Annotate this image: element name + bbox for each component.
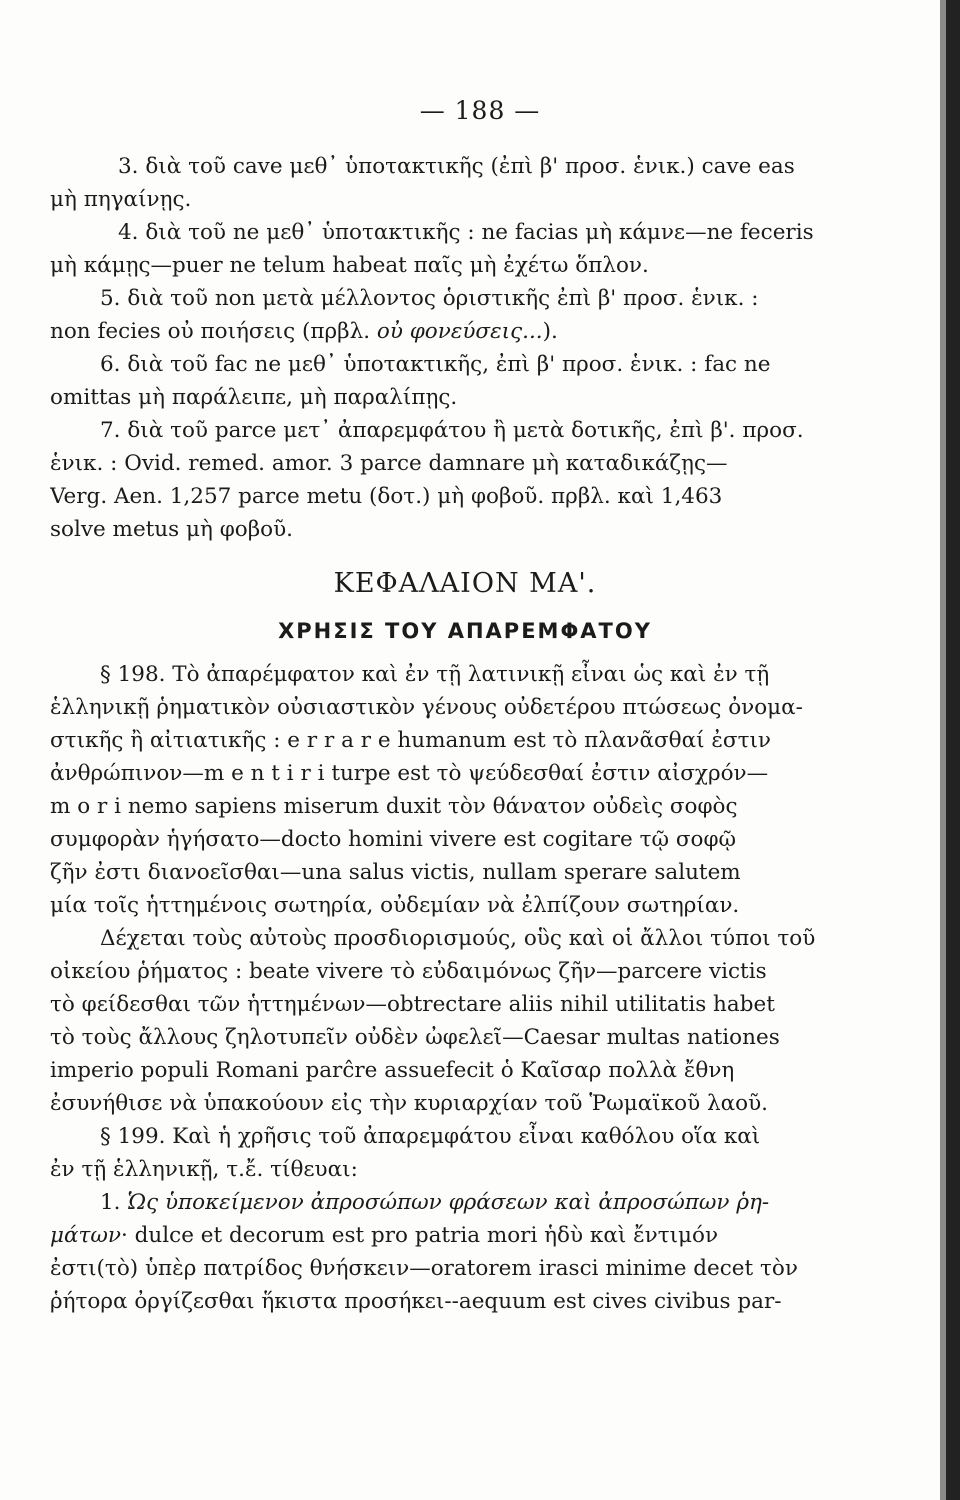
text-line bbox=[50, 1219, 880, 1252]
text-line: τὸ τοὺς ἄλλους ζηλοτυπεῖν οὐδὲν ὠφελεῖ—Caesar multas nationes bbox=[50, 1025, 780, 1050]
italic-phrase: οὐ φονεύσεις... bbox=[376, 319, 543, 344]
text-line bbox=[50, 1186, 880, 1219]
text-line: 5. διὰ τοῦ non μετὰ μέλλοντος ὁριστικῆς ἐπὶ β' προσ. ἑνικ. : bbox=[100, 286, 759, 311]
text-line bbox=[50, 315, 880, 348]
chapter-title: ΚΕΦΑΛΑΙΟΝ ΜΑ'. bbox=[333, 568, 597, 599]
text-line: imperio populi Romani parĉre assuefecit ὁ Καῖσαρ πολλὰ ἔθνη bbox=[50, 1058, 735, 1083]
text-run: · dulce et decorum est pro patria mori ἡδὺ καὶ ἔντιμόν bbox=[121, 1223, 719, 1248]
text-line: Verg. Aen. 1,257 parce metu (δοτ.) μὴ φοβοῦ. πρβλ. καὶ 1,463 bbox=[50, 484, 723, 509]
text-run: non fecies οὐ ποιήσεις (πρβλ. bbox=[50, 319, 377, 344]
text-line: μὴ πηγαίνῃς. bbox=[50, 187, 192, 212]
text-line: 7. διὰ τοῦ parce μετ᾽ ἀπαρεμφάτου ἢ μετὰ δοτικῆς, ἐπὶ β'. προσ. bbox=[100, 418, 804, 443]
text-line: § 198. Τὸ ἀπαρέμφατον καὶ ἐν τῇ λατινικῇ εἶναι ὡς καὶ ἐν τῇ bbox=[100, 662, 770, 687]
text-line: τὸ φείδεσθαι τῶν ἡττημένων—obtrectare aliis nihil utilitatis habet bbox=[50, 992, 775, 1017]
text-line: ἐστι(τὸ) ὑπὲρ πατρίδος θνήσκειν—oratorem irasci minime decet τὸν bbox=[50, 1256, 798, 1281]
text-line: μὴ κάμῃς—puer ne telum habeat παῖς μὴ ἐχέτω ὅπλον. bbox=[50, 253, 649, 278]
text-line: ῥήτορα ὀργίζεσθαι ἥκιστα προσήκει--aequum est cives civibus par- bbox=[50, 1289, 782, 1314]
text-line: ἐσυνήθισε νὰ ὑπακούουν εἰς τὴν κυριαρχίαν τοῦ Ῥωμαϊκοῦ λαοῦ. bbox=[50, 1091, 768, 1116]
italic-phrase: μάτων bbox=[50, 1223, 121, 1248]
text-line: ἀνθρώπινον—m e n t i r i turpe est τὸ ψεύδεσθαί ἐστιν αἰσχρόν— bbox=[50, 761, 769, 786]
scan-edge bbox=[946, 0, 960, 1500]
text-line: ἐν τῇ ἑλληνικῇ, τ.ἔ. τίθευαι: bbox=[50, 1157, 358, 1182]
text-run: ). bbox=[542, 319, 558, 344]
text-line: οἰκείου ῥήματος : beate vivere τὸ εὐδαιμόνως ζῆν—parcere victis bbox=[50, 959, 767, 984]
text-line: 6. διὰ τοῦ fac ne μεθ᾽ ὑποτακτικῆς, ἐπὶ β' προσ. ἑνικ. : fac ne bbox=[100, 352, 771, 377]
page-number: — 188 — bbox=[419, 96, 541, 125]
text-line: 4. διὰ τοῦ ne μεθ᾽ ὑποτακτικῆς : ne facias μὴ κάμνε—ne feceris bbox=[118, 220, 814, 245]
text-line: ζῆν ἐστι διανοεῖσθαι—una salus victis, nullam sperare salutem bbox=[50, 860, 741, 885]
text-run: 1. bbox=[100, 1190, 128, 1215]
page-edge-shadow bbox=[940, 0, 946, 1500]
text-line: Δέχεται τοὺς αὐτοὺς προσδιορισμούς, οὓς καὶ οἱ ἄλλοι τύποι τοῦ bbox=[100, 926, 816, 951]
text-line: 3. διὰ τοῦ cave μεθ᾽ ὑποτακτικῆς (ἐπὶ β' προσ. ἑνικ.) cave eas bbox=[118, 154, 795, 179]
text-line: συμφορὰν ἡγήσατο—docto homini vivere est cogitare τῷ σοφῷ bbox=[50, 827, 737, 852]
text-line: § 199. Καὶ ἡ χρῆσις τοῦ ἀπαρεμφάτου εἶναι καθόλου οἵα καὶ bbox=[100, 1124, 761, 1149]
text-line: στικῆς ἢ αἰτιατικῆς : e r r a r e humanum est τὸ πλανᾶσθαί ἐστιν bbox=[50, 728, 771, 753]
text-line: m o r i nemo sapiens miserum duxit τὸν θάνατον οὐδεὶς σοφὸς bbox=[50, 794, 738, 819]
page-text bbox=[50, 150, 880, 1318]
text-line: ἑνικ. : Ovid. remed. amor. 3 parce damnare μὴ καταδικάζῃς— bbox=[50, 451, 728, 476]
text-line: omittas μὴ παράλειπε, μὴ παραλίπῃς. bbox=[50, 385, 458, 410]
text-line: solve metus μὴ φοβοῦ. bbox=[50, 517, 293, 542]
italic-phrase: Ὡς ὑποκείμενον ἀπροσώπων φράσεων καὶ ἀπροσώπων ῥη- bbox=[127, 1190, 770, 1215]
text-line: μία τοῖς ἡττημένοις σωτηρία, οὐδεμίαν νὰ ἐλπίζουν σωτηρίαν. bbox=[50, 893, 740, 918]
chapter-subtitle: ΧΡΗΣΙΣ ΤΟΥ ΑΠΑΡΕΜΦΑΤΟΥ bbox=[278, 619, 652, 643]
text-line: ἑλληνικῇ ῥηματικὸν οὐσιαστικὸν γένους οὐδετέρου πτώσεως ὀνομα- bbox=[50, 695, 803, 720]
